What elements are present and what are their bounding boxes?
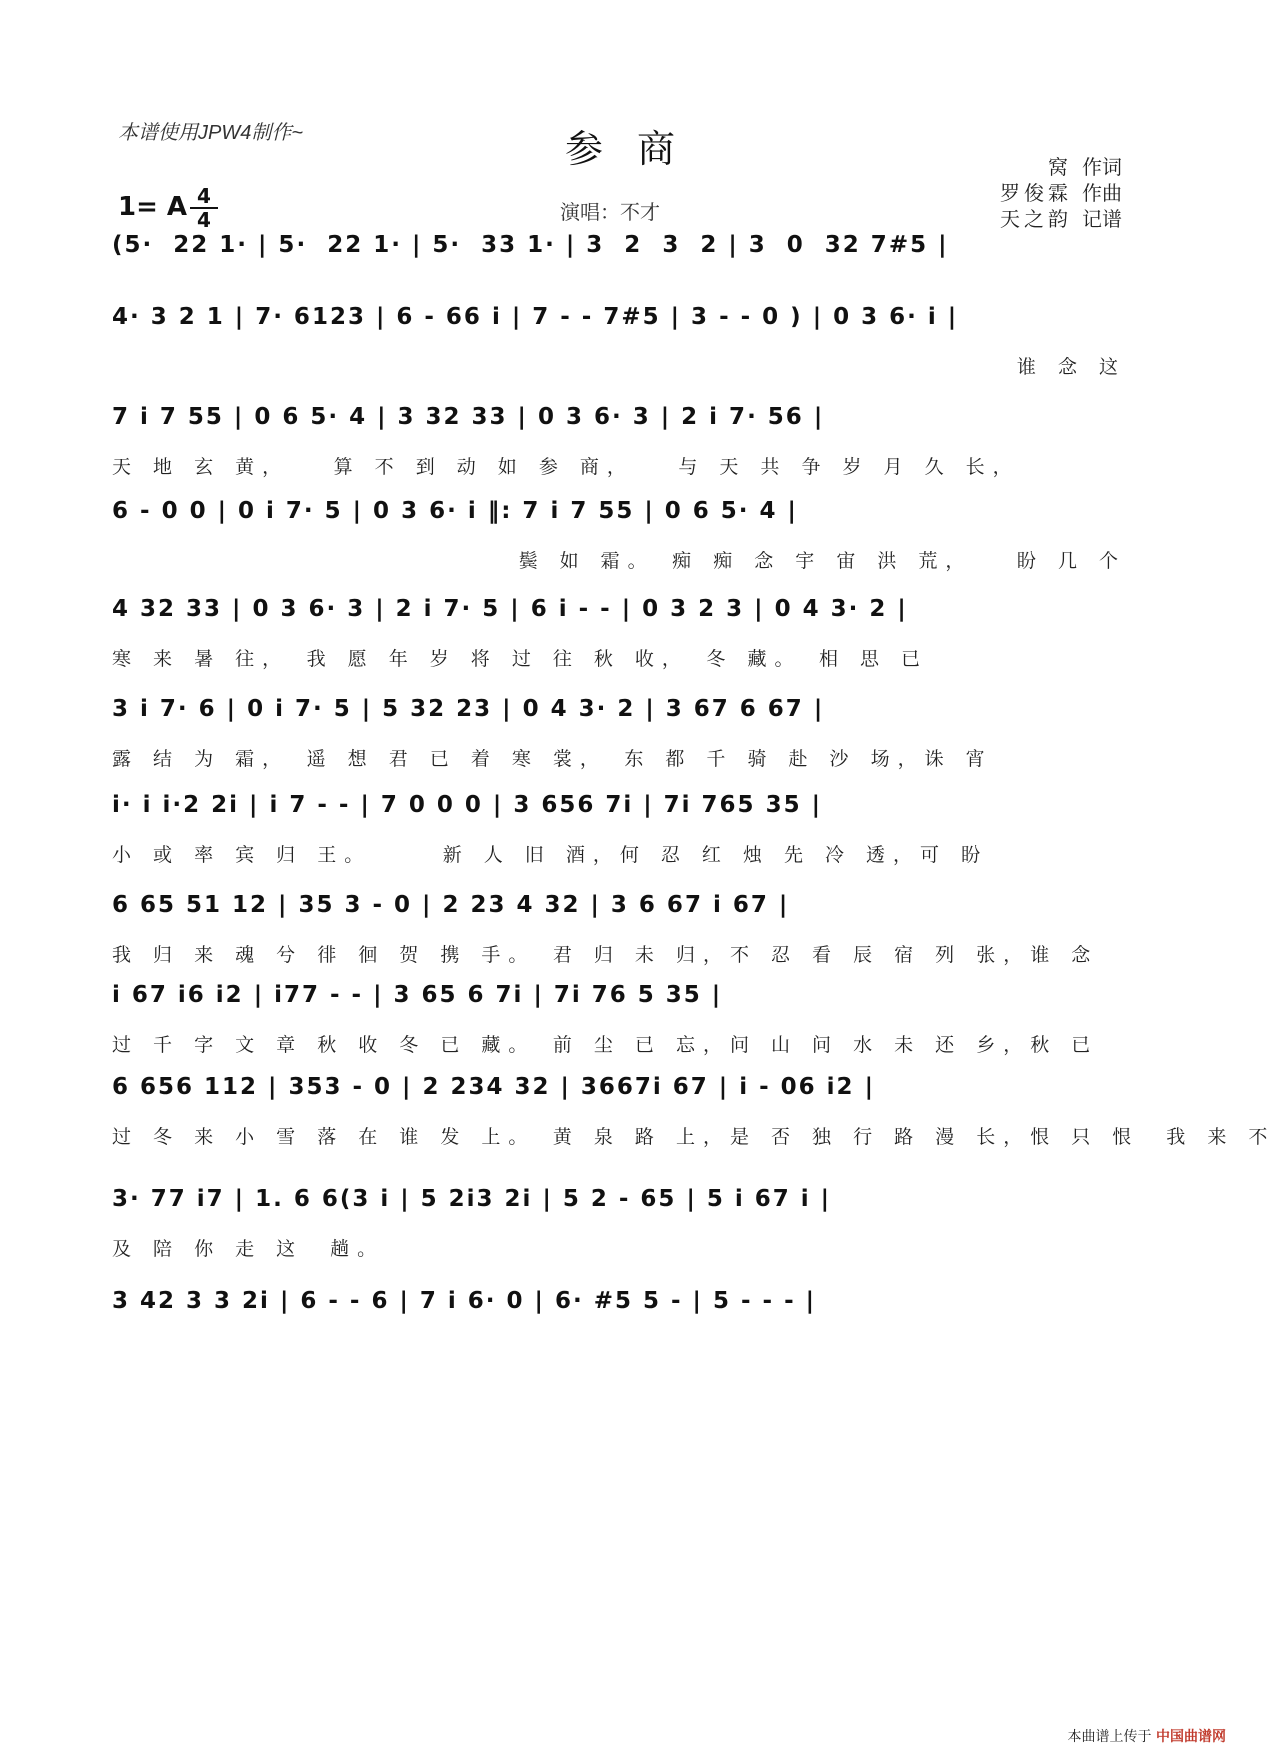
site-logo[interactable]: 中国曲谱网 — [1156, 1729, 1226, 1745]
notes-line: 3· 77 i7 | 1. 6 6(3 i | 5 2i3 2i | 5 2 - 65 | 5 i 67 i | — [112, 1186, 832, 1212]
lyrics-line: 鬓 如 霜。 痴 痴 念 宇 宙 洪 荒， 盼 几 个 — [518, 550, 1126, 572]
song-title: 参商 — [564, 127, 709, 171]
lyrics-line — [112, 1336, 1126, 1364]
credit-transcriber: 天之韵 记谱 — [1000, 207, 1122, 231]
lyrics-line: 小 或 率 宾 归 王。 新 人 旧 酒，何 忍 红 烛 先 冷 透，可 盼 — [112, 844, 989, 866]
lyrics-line: 及 陪 你 走 这 趟。 — [112, 1238, 385, 1260]
time-signature — [190, 186, 218, 230]
credits — [1000, 154, 1122, 232]
lyrics-line: 天 地 玄 黄， 算 不 到 动 如 参 商， 与 天 共 争 岁 月 久 长， — [112, 456, 1020, 478]
notes-line: 3 i 7· 6 | 0 i 7· 5 | 5 32 23 | 0 4 3· 2 | 3 67 6 67 | — [112, 696, 825, 722]
time-top: 4 — [197, 184, 211, 208]
notes-line: 4 32 33 | 0 3 6· 3 | 2 i 7· 5 | 6 i - - | 0 3 2 3 | 0 4 3· 2 | — [112, 596, 908, 622]
notes-line: 6 - 0 0 | 0 i 7· 5 | 0 3 6· i ‖: 7 i 7 55 | 0 6 5· 4 | — [112, 498, 798, 524]
footer-credit — [1068, 1726, 1226, 1746]
notes-line: 7 i 7 55 | 0 6 5· 4 | 3 32 33 | 0 3 6· 3 | 2 i 7· 56 | — [112, 404, 825, 430]
credit-composer: 罗俊霖 作曲 — [1000, 181, 1122, 205]
lyrics-line: 过 千 字 文 章 秋 收 冬 已 藏。 前 尘 已 忘，问 山 问 水 未 还 乡，秋 已 — [112, 1034, 1099, 1056]
notes-line: (5· 22 1· | 5· 22 1· | 5· 33 1· | 3 2 3 2 | 3 0 32 7#5 | — [112, 232, 949, 258]
notes-line: 4· 3 2 1 | 7· 6123 | 6 - 66 i | 7 - - 7#5 | 3 - - 0 ) | 0 3 6· i | — [112, 304, 959, 330]
singer: 演唱：不才 — [560, 200, 660, 224]
lyrics-line: 我 归 来 魂 兮 徘 徊 贺 携 手。 君 归 未 归，不 忍 看 辰 宿 列 张，谁 念 — [112, 944, 1099, 966]
lyrics-line: 谁 念 这 — [1016, 356, 1126, 378]
notes-line: i 67 i6 i2 | i77 - - | 3 65 6 7i | 7i 76 5 35 | — [112, 982, 723, 1008]
notes-line: i· i i·2 2i | i 7 - - | 7 0 0 0 | 3 656 7i | 7i 765 35 | — [112, 792, 822, 818]
credit-lyricist: 窝 作词 — [1048, 155, 1122, 179]
tool-note: 本谱使用JPW4制作~ — [118, 122, 304, 144]
lyrics-line: 寒 来 暑 往， 我 愿 年 岁 将 过 往 秋 收， 冬 藏。 相 思 已 — [112, 648, 929, 670]
notes-line: 6 656 112 | 353 - 0 | 2 234 32 | 3667i 67 | i - 06 i2 | — [112, 1074, 875, 1100]
notes-line: 3 42 3 3 2i | 6 - - 6 | 7 i 6· 0 | 6· #5 5 - | 5 - - - | — [112, 1288, 817, 1314]
lyrics-line: 过 冬 来 小 雪 落 在 谁 发 上。 黄 泉 路 上，是 否 独 行 路 漫 长，恨 只 恨 我 来 不 — [112, 1126, 1275, 1148]
key-signature: 1= A — [118, 192, 188, 222]
lyrics-line: 露 结 为 霜， 遥 想 君 已 着 寒 裳， 东 都 千 骑 赴 沙 场，诛 宵 — [112, 748, 993, 770]
footer-uploaded-text: 本曲谱上传于 — [1067, 1729, 1152, 1745]
notes-line: 6 65 51 12 | 35 3 - 0 | 2 23 4 32 | 3 6 67 i 67 | — [112, 892, 790, 918]
time-bottom: 4 — [197, 208, 211, 232]
